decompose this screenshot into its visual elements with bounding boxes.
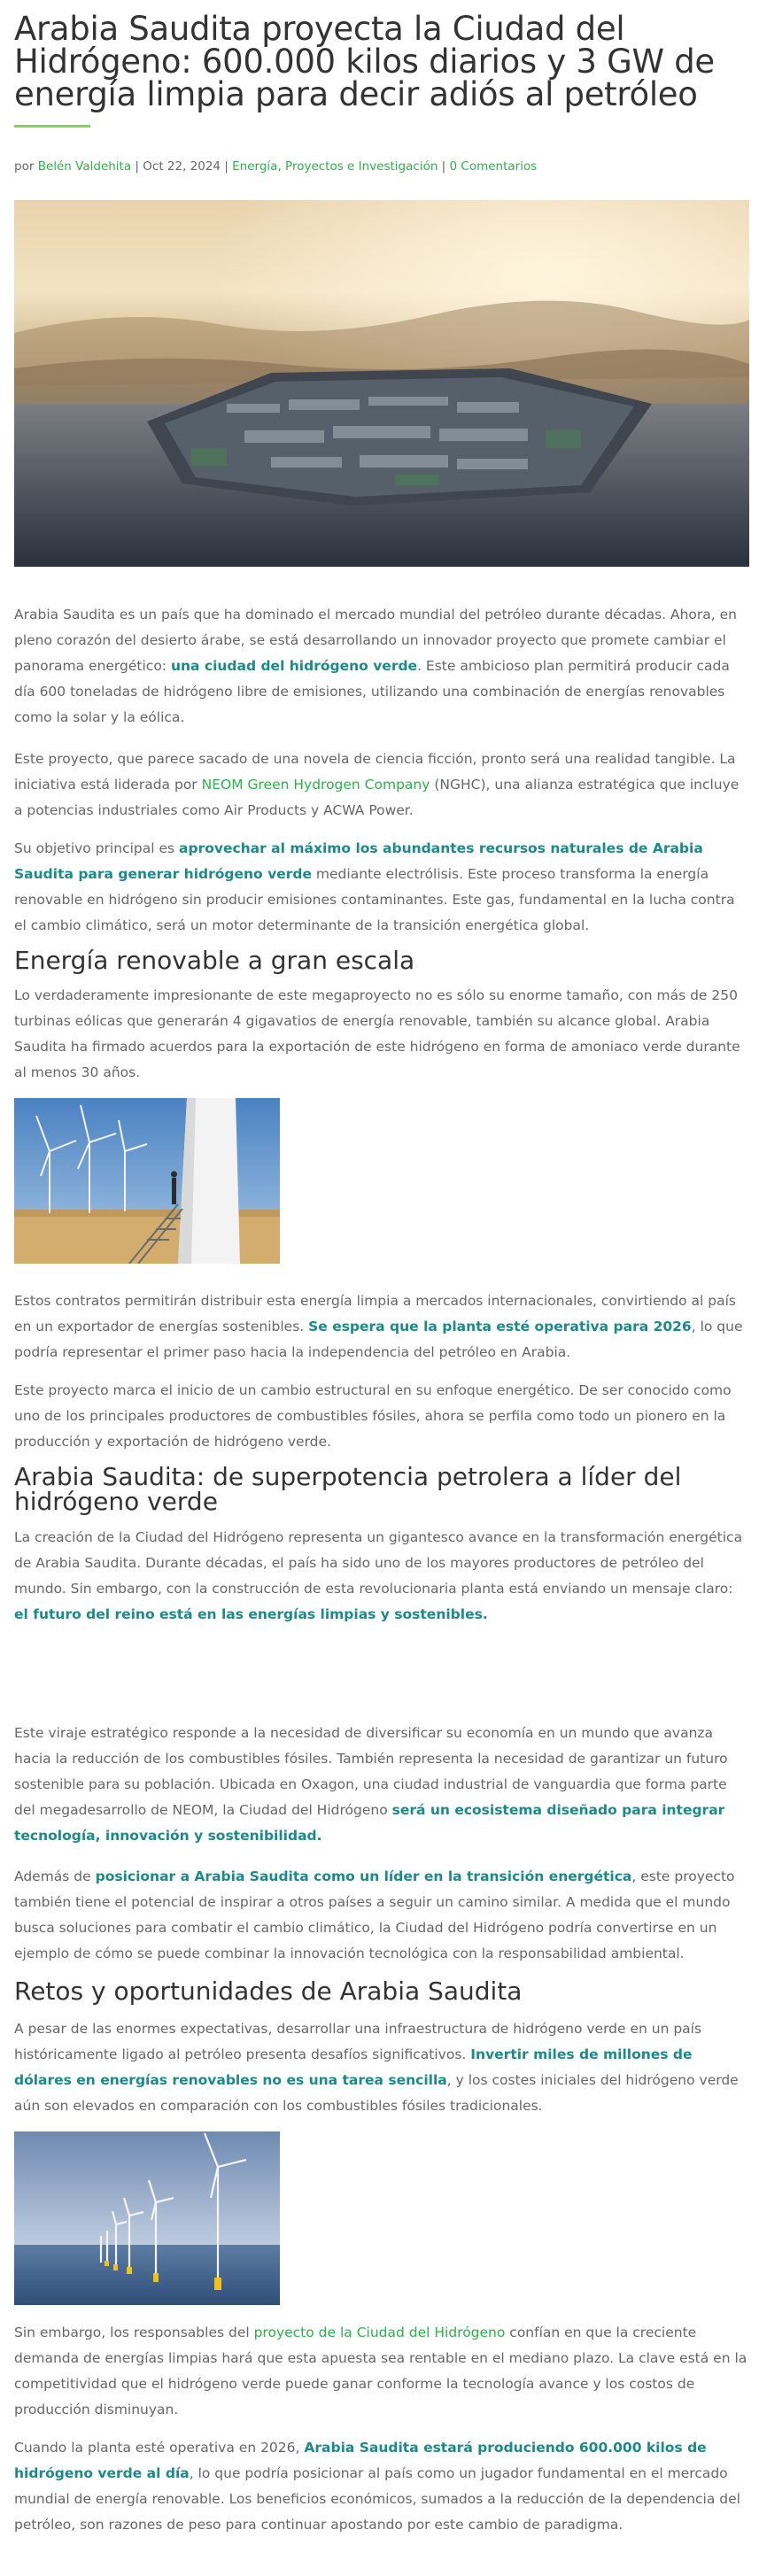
- article-title: Arabia Saudita proyecta la Ciudad del Hidrógeno: 600.000 kilos diarios y 3 GW de energía limpia para decir adiós al petróleo: [14, 10, 715, 113]
- paragraph: Cuando la planta esté operativa en 2026, Arabia Saudita estará produciendo 600.000 kilos de hidrógeno verde al día, lo que podría posicionar al país como un jugador fundamental en el mercado mundial de energía renovable. Los beneficios económicos, sumados a la reducción de la dependencia del petróleo, son razones de peso para continuar apostando por este cambio de paradigma.: [14, 2440, 740, 2533]
- highlight-text: una ciudad del hidrógeno verde: [170, 658, 418, 674]
- post-date: Oct 22, 2024: [143, 159, 221, 174]
- paragraph: La creación de la Ciudad del Hidrógeno representa un gigantesco avance en la transformación energética de Arabia Saudita. Durante décadas, el país ha sido uno de los mayores productores de petróleo del mundo. Sin embargo, con la construcción de esta revolucionaria planta está enviando un mensaje claro: el futuro del reino está en las energías limpias y sostenibles.: [14, 1529, 743, 1622]
- hydrogen-city-link[interactable]: proyecto de la Ciudad del Hidrógeno: [253, 2325, 506, 2340]
- highlight-text: Invertir miles de millones de dólares en energías renovables no es una tarea sencilla: [14, 2046, 693, 2088]
- paragraph: Este viraje estratégico responde a la necesidad de diversificar su economía en un mundo que avanza hacia la reducción de los combustibles fósiles. También representa la necesidad de garantizar un futuro sostenible para su población. Ubicada en Oxagon, una ciudad industrial de vanguardia que forma parte del megadesarrollo de NEOM, la Ciudad del Hidrógeno será un ecosistema diseñado para integrar tecnología, innovación y sostenibilidad.: [14, 1725, 728, 1844]
- paragraph: Este proyecto marca el inicio de un cambio estructural en su enfoque energético. De ser conocido como uno de los principales productores de combustibles fósiles, ahora se perfila como todo un pionero en la producción y exportación de hidrógeno verde.: [14, 1382, 732, 1450]
- highlight-text: Arabia Saudita estará produciendo 600.000 kilos de hidrógeno verde al día: [14, 2440, 707, 2481]
- comments-link[interactable]: 0 Comentarios: [449, 159, 538, 174]
- author-link[interactable]: Belén Valdehita: [37, 159, 132, 174]
- paragraph: Sin embargo, los responsables del proyecto de la Ciudad del Hidrógeno confían en que la creciente demanda de energías limpias hará que esta apuesta sea rentable en el mediano plazo. La clave está en la competitividad que el hidrógeno verde puede ganar conforme la tecnología avance y los costos de producción disminuyan.: [14, 2325, 747, 2417]
- category-links[interactable]: Energía, Proyectos e Investigación: [232, 159, 438, 174]
- highlight-text: Se espera que la planta esté operativa para 2026: [308, 1319, 692, 1334]
- highlight-text: será un ecosistema diseñado para integrar tecnología, innovación y sostenibilidad.: [14, 1802, 725, 1844]
- nghc-link[interactable]: NEOM Green Hydrogen Company: [201, 777, 430, 793]
- paragraph: A pesar de las enormes expectativas, desarrollar una infraestructura de hidrógeno verde en un país históricamente ligado al petróleo presenta desafíos significativos. Invertir miles de millones de dólares en energías renovables no es una tarea sencilla, y los costes iniciales del hidrógeno verde aún son elevados en comparación con los combustibles fósiles tradicionales.: [14, 2021, 739, 2114]
- meta-separator: |: [221, 159, 233, 174]
- title-underline: [14, 125, 90, 128]
- paragraph: Lo verdaderamente impresionante de este megaproyecto no es sólo su enorme tamaño, con más de 250 turbinas eólicas que generarán 4 gigavatios de energía renovable, también su alcance global. Arabia Saudita ha firmado acuerdos para la exportación de este hidrógeno en forma de amoniaco verde durante al menos 30 años.: [14, 987, 740, 1080]
- hero-image-hydrogen-city: [14, 200, 749, 567]
- paragraph-intro: Arabia Saudita es un país que ha dominado el mercado mundial del petróleo durante décadas. Ahora, en pleno corazón del desierto árabe, se está desarrollando un innovador proyecto que promete cambiar el panorama energético: una ciudad del hidrógeno verde. Este ambicioso plan permitirá producir cada día 600 toneladas de hidrógeno libre de emisiones, utilizando una combinación de energías renovables como la solar y la eólica.: [14, 607, 737, 725]
- section-heading: Retos y oportunidades de Arabia Saudita: [14, 1976, 523, 2006]
- highlight-text: el futuro del reino está en las energías limpias y sostenibles.: [14, 1606, 488, 1622]
- section-heading: Arabia Saudita: de superpotencia petrolera a líder del hidrógeno verde: [14, 1462, 682, 1516]
- wind-turbine-image: [14, 1098, 280, 1264]
- post-meta: [14, 159, 537, 174]
- highlight-text: posicionar a Arabia Saudita como un líder en la transición energética: [95, 1868, 632, 1884]
- section-heading: Energía renovable a gran escala: [14, 946, 415, 975]
- meta-separator: |: [131, 159, 143, 174]
- paragraph: Su objetivo principal es aprovechar al máximo los abundantes recursos naturales de Arabia Saudita para generar hidrógeno verde mediante electrólisis. Este proceso transforma la energía renovable en hidrógeno sin producir emisiones contaminantes. Este gas, fundamental en la lucha contra el cambio climático, será un motor determinante de la transición energética global.: [14, 840, 735, 933]
- meta-separator: |: [438, 159, 450, 174]
- meta-by: por: [14, 159, 35, 174]
- paragraph: Además de posicionar a Arabia Saudita como un líder en la transición energética, este proyecto también tiene el potencial de inspirar a otros países a seguir un camino similar. A medida que el mundo busca soluciones para combatir el cambio climático, la Ciudad del Hidrógeno podría convertirse en un ejemplo de cómo se puede combinar la innovación tecnológica con la responsabilidad ambiental.: [14, 1868, 735, 1961]
- paragraph: Este proyecto, que parece sacado de una novela de ciencia ficción, pronto será una realidad tangible. La iniciativa está liderada por NEOM Green Hydrogen Company (NGHC), una alianza estratégica que incluye a potencias industriales como Air Products y ACWA Power.: [14, 751, 740, 818]
- paragraph: Estos contratos permitirán distribuir esta energía limpia a mercados internacionales, convirtiendo al país en un exportador de energías sostenibles. Se espera que la planta esté operativa para 2026, lo que podría representar el primer paso hacia la independencia del petróleo en Arabia.: [14, 1293, 743, 1360]
- offshore-wind-image: [14, 2131, 280, 2305]
- highlight-text: aprovechar al máximo los abundantes recursos naturales de Arabia Saudita para generar hidrógeno verde: [14, 840, 703, 882]
